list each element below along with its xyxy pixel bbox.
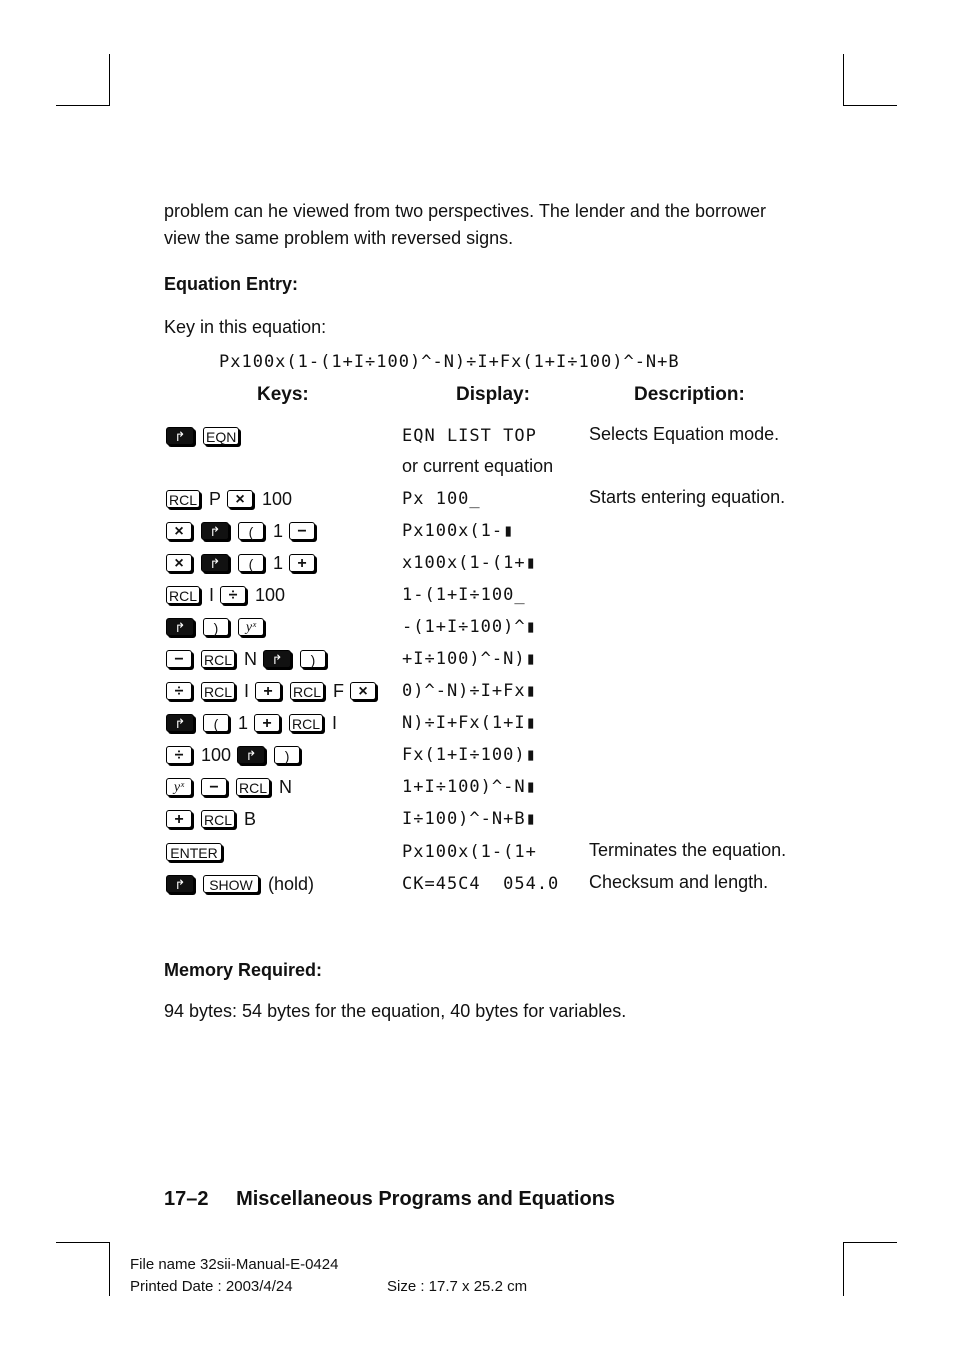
calculator-key: RCL bbox=[201, 650, 235, 668]
equation-instruction: Key in this equation: bbox=[164, 317, 327, 337]
row-keys bbox=[166, 487, 292, 511]
keystroke-text: B bbox=[244, 808, 257, 829]
row-description: Checksum and length. bbox=[589, 872, 769, 892]
display-column-header: Display: bbox=[456, 384, 530, 405]
calculator-key: + bbox=[255, 682, 281, 700]
table-row bbox=[166, 583, 806, 609]
calculator-key: ENTER bbox=[166, 843, 222, 861]
right-shift-key: ↱ bbox=[166, 875, 194, 893]
file-name: File name 32sii-Manual-E-0424 bbox=[130, 1256, 339, 1273]
calculator-key: − bbox=[289, 522, 315, 540]
table-row bbox=[166, 679, 806, 705]
table-row bbox=[166, 456, 806, 482]
row-description: Selects Equation mode. bbox=[589, 424, 780, 444]
row-display: Px100x(1-(1+ bbox=[402, 842, 537, 862]
row-display: I÷100)^-N+B▮ bbox=[402, 809, 537, 829]
crop-mark-bottom-right-h bbox=[843, 1242, 897, 1243]
right-shift-key: ↱ bbox=[201, 522, 229, 540]
calculator-key: + bbox=[289, 554, 315, 572]
calculator-key: ( bbox=[238, 522, 264, 540]
keystroke-text: P bbox=[209, 488, 222, 509]
keystroke-text: 100 bbox=[262, 488, 293, 509]
calculator-key: RCL bbox=[289, 714, 323, 732]
keystroke-text: I bbox=[209, 584, 215, 605]
keystroke-text: I bbox=[244, 680, 250, 701]
calculator-key: − bbox=[166, 650, 192, 668]
crop-mark-bottom-left-v bbox=[109, 1242, 110, 1296]
row-keys bbox=[166, 519, 318, 543]
table-row bbox=[166, 711, 806, 737]
table-row bbox=[166, 424, 806, 450]
calculator-key: RCL bbox=[236, 778, 270, 796]
right-shift-key: ↱ bbox=[166, 618, 194, 636]
table-row bbox=[166, 743, 806, 769]
page-footer bbox=[164, 1188, 637, 1211]
calculator-key: ) bbox=[274, 746, 300, 764]
crop-mark-top-right-v bbox=[843, 54, 844, 106]
calculator-key: ) bbox=[203, 618, 229, 636]
row-keys bbox=[166, 807, 256, 831]
row-keys bbox=[166, 775, 292, 799]
crop-mark-top-right-h bbox=[843, 105, 897, 106]
equation-display: Px100x(1-(1+I÷100)^-N)÷I+Fx(1+I÷100)^-N+B bbox=[219, 352, 680, 372]
keys-column-header: Keys: bbox=[257, 384, 309, 405]
row-keys bbox=[166, 615, 267, 639]
row-display: or current equation bbox=[402, 456, 554, 476]
page-size: Size : 17.7 x 25.2 cm bbox=[387, 1278, 528, 1295]
calculator-key: × bbox=[227, 490, 253, 508]
right-shift-key: ↱ bbox=[237, 746, 265, 764]
row-keys bbox=[166, 647, 329, 671]
page-number: 17–2 bbox=[164, 1188, 209, 1210]
calculator-key: ) bbox=[300, 650, 326, 668]
calculator-key: RCL bbox=[166, 490, 200, 508]
calculator-key: × bbox=[166, 522, 192, 540]
calculator-key: SHOW bbox=[203, 875, 259, 893]
keystroke-text: N bbox=[279, 776, 293, 797]
calculator-key: − bbox=[201, 778, 227, 796]
crop-mark-bottom-right-v bbox=[843, 1242, 844, 1296]
calculator-key: RCL bbox=[201, 682, 235, 700]
right-shift-key: ↱ bbox=[166, 714, 194, 732]
memory-required-heading: Memory Required: bbox=[164, 960, 323, 980]
row-display: x100x(1-(1+▮ bbox=[402, 553, 537, 573]
calculator-key: EQN bbox=[203, 427, 239, 445]
row-display: EQN LIST TOP bbox=[402, 426, 537, 446]
row-display: 1+I÷100)^-N▮ bbox=[402, 777, 537, 797]
row-display: N)÷I+Fx(1+I▮ bbox=[402, 713, 537, 733]
keystroke-text: 1 bbox=[273, 552, 284, 573]
row-keys bbox=[166, 551, 318, 575]
keystroke-text: 100 bbox=[201, 744, 232, 765]
keystroke-text: 1 bbox=[273, 520, 284, 541]
row-keys bbox=[166, 711, 337, 735]
right-shift-key: ↱ bbox=[201, 554, 229, 572]
table-row bbox=[166, 647, 806, 673]
equation-entry-heading: Equation Entry: bbox=[164, 274, 298, 294]
keystroke-text: 100 bbox=[255, 584, 286, 605]
row-keys bbox=[166, 743, 303, 767]
keystroke-text: I bbox=[332, 712, 338, 733]
table-row bbox=[166, 775, 806, 801]
right-shift-key: ↱ bbox=[263, 650, 291, 668]
calculator-key: RCL bbox=[201, 810, 235, 828]
row-keys bbox=[166, 583, 285, 607]
keystroke-text: F bbox=[333, 680, 345, 701]
memory-required-text: 94 bytes: 54 bytes for the equation, 40 bytes for variables. bbox=[164, 1001, 627, 1021]
crop-mark-top-left-v bbox=[109, 54, 110, 106]
row-keys bbox=[166, 679, 379, 703]
row-display: 1-(1+I÷100_ bbox=[402, 585, 526, 605]
crop-mark-bottom-left-h bbox=[56, 1242, 110, 1243]
row-display: Px100x(1-▮ bbox=[402, 521, 515, 541]
table-row bbox=[166, 519, 806, 545]
calculator-key: ( bbox=[238, 554, 264, 572]
table-row bbox=[166, 807, 806, 833]
row-display: 0)^-N)÷I+Fx▮ bbox=[402, 681, 537, 701]
row-display: +I÷100)^-N)▮ bbox=[402, 649, 537, 669]
table-row bbox=[166, 487, 806, 513]
calculator-key: yˣ bbox=[166, 778, 192, 796]
row-description: Terminates the equation. bbox=[589, 840, 787, 860]
intro-line-1: problem can he viewed from two perspectives. The lender and the borrower bbox=[164, 201, 766, 221]
description-column-header: Description: bbox=[634, 384, 745, 405]
calculator-key: ÷ bbox=[220, 586, 246, 604]
calculator-key: RCL bbox=[166, 586, 200, 604]
calculator-key: yˣ bbox=[238, 618, 264, 636]
calculator-key: × bbox=[166, 554, 192, 572]
keystroke-text: (hold) bbox=[268, 873, 315, 894]
table-row bbox=[166, 840, 806, 866]
row-keys bbox=[166, 840, 225, 864]
calculator-key: + bbox=[166, 810, 192, 828]
intro-line-2: view the same problem with reversed signs. bbox=[164, 228, 514, 248]
row-display: -(1+I÷100)^▮ bbox=[402, 617, 537, 637]
right-shift-key: ↱ bbox=[166, 427, 194, 445]
calculator-key: RCL bbox=[290, 682, 324, 700]
table-row bbox=[166, 872, 806, 898]
intro-paragraph bbox=[164, 198, 766, 252]
row-keys bbox=[166, 424, 242, 448]
row-description: Starts entering equation. bbox=[589, 487, 786, 507]
table-row bbox=[166, 551, 806, 577]
calculator-key: ÷ bbox=[166, 746, 192, 764]
row-display: Px 100_ bbox=[402, 489, 481, 509]
row-keys bbox=[166, 872, 314, 896]
chapter-title: Miscellaneous Programs and Equations bbox=[236, 1188, 616, 1210]
printed-date: Printed Date : 2003/4/24 bbox=[130, 1278, 293, 1295]
crop-mark-top-left-h bbox=[56, 105, 110, 106]
row-display: CK=45C4 054.0 bbox=[402, 874, 560, 894]
calculator-key: + bbox=[254, 714, 280, 732]
table-row bbox=[166, 615, 806, 641]
calculator-key: ÷ bbox=[166, 682, 192, 700]
keystroke-text: N bbox=[244, 648, 258, 669]
row-display: Fx(1+I÷100)▮ bbox=[402, 745, 537, 765]
calculator-key: ( bbox=[203, 714, 229, 732]
calculator-key: × bbox=[350, 682, 376, 700]
keystroke-text: 1 bbox=[238, 712, 249, 733]
